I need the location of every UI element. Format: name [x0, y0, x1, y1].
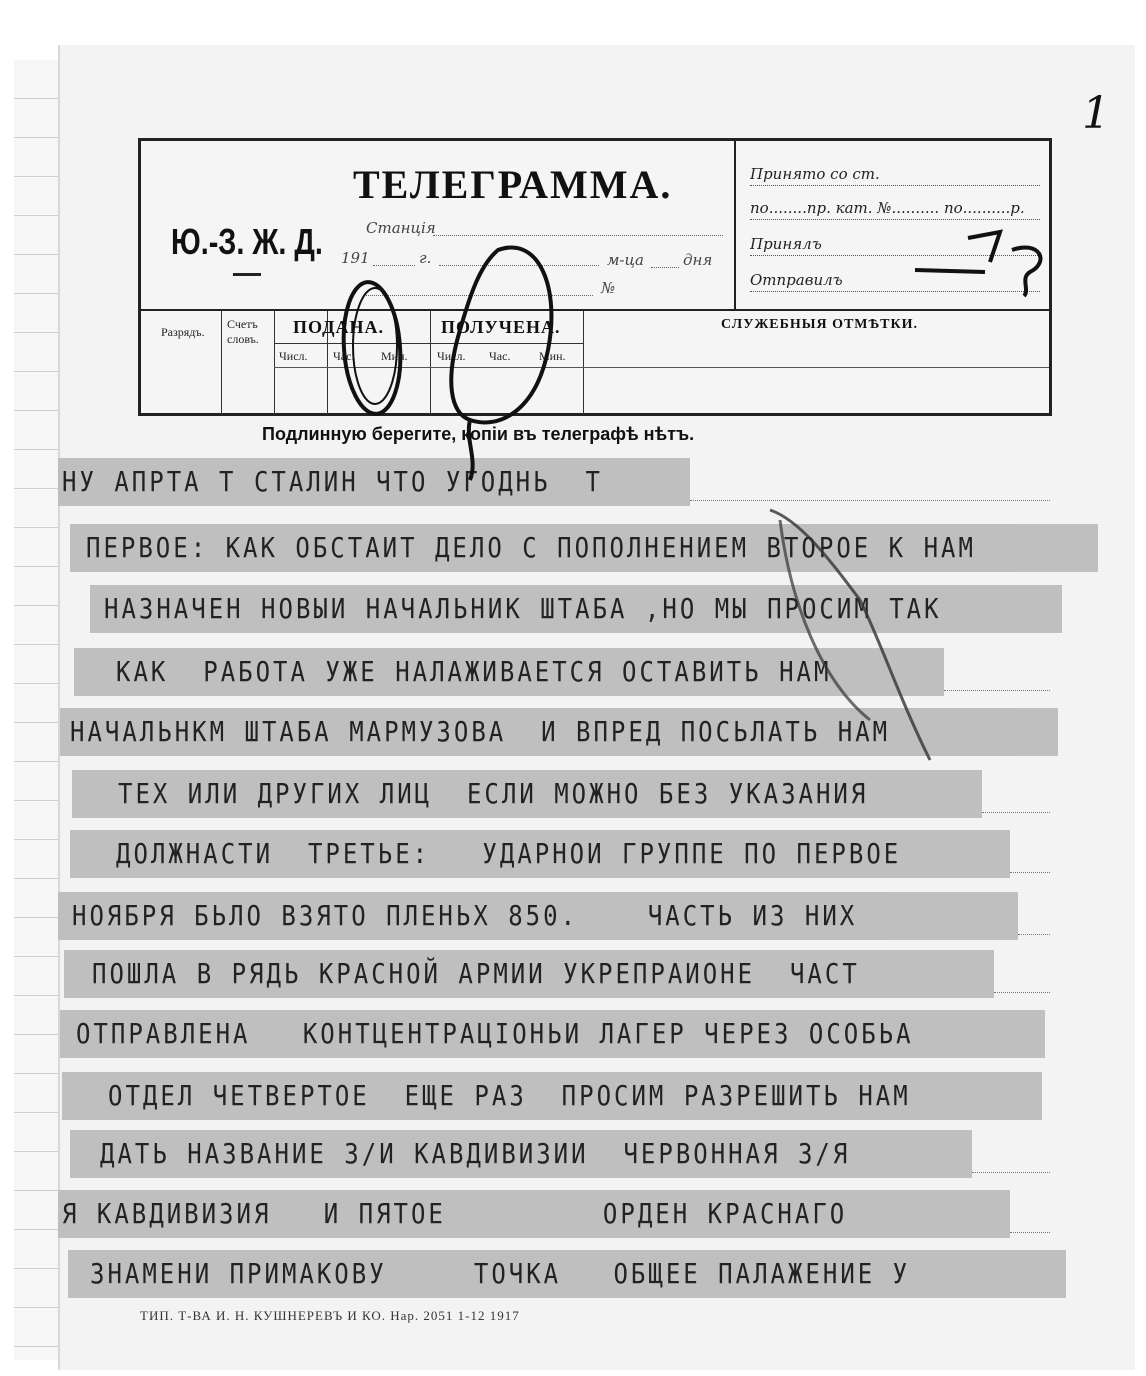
message-line-text: ДОЛЖНАСТИ ТРЕТЬЕ: УДАРНОИ ГРУППЕ ПО ПЕРВОЕ — [116, 837, 902, 871]
station-label: Станція — [366, 219, 436, 237]
received-by-label: Принялъ — [750, 235, 1040, 256]
submitted-header: ПОДАНА. — [293, 317, 384, 337]
message-line-text: ОТПРАВЛЕНА КОНТЦЕНТРАЦІОНЬИ ЛАГЕР ЧЕРЕЗ ОСОБЬА — [76, 1017, 914, 1051]
blank-line — [1018, 932, 1050, 935]
sub-col: Час. — [489, 349, 511, 363]
blank-line — [1010, 870, 1050, 873]
sub-col: Числ. — [437, 349, 466, 363]
station-field — [433, 221, 723, 236]
blank-line — [994, 990, 1050, 993]
message-line — [72, 770, 982, 818]
message-line — [58, 1190, 1010, 1238]
year-field — [373, 251, 415, 266]
blank-line — [944, 688, 1050, 691]
message-line — [90, 585, 1062, 633]
sub-col: Мин. — [381, 349, 408, 363]
accepted-from-label: Принято со ст. — [750, 165, 1040, 186]
blank-line — [972, 1170, 1050, 1173]
message-line-text: НОЯБРЯ БЬЛО ВЗЯТО ПЛЕНЬХ 850. ЧАСТЬ ИЗ НИХ — [72, 899, 858, 933]
blank-line — [690, 498, 1050, 501]
rank-header: Разрядъ. — [161, 325, 205, 339]
year-label: 191 — [341, 249, 370, 267]
service-marks-header: СЛУЖЕБНЫЯ ОТМѢТКИ. — [721, 317, 918, 332]
sent-by-label: Отправилъ — [750, 271, 1040, 292]
year-suffix: г. — [419, 249, 432, 267]
message-line-text: НАЧАЛЬНКМ ШТАБА МАРМУЗОВА И ВПРЕД ПОСЬЛАТЬ НАМ — [70, 715, 891, 749]
message-line — [70, 830, 1010, 878]
message-line — [70, 524, 1098, 572]
printer-footer: ТИП. Т-ВА И. Н. КУШНЕРЕВЪ И КО. Нар. 2051 1-12 1917 — [140, 1308, 520, 1323]
message-line-text: НУ АПРТА Т СТАЛИН ЧТО УГОДНЬ Т — [62, 465, 603, 499]
message-line-text: ПЕРВОЕ: КАК ОБСТАИТ ДЕЛО С ПОПОЛНЕНИЕМ ВТОРОЕ К НАМ — [86, 531, 976, 565]
message-line — [58, 892, 1018, 940]
sub-col: Мин. — [539, 349, 566, 363]
route-label: по........пр. кат. №.......... по..........р. — [750, 199, 1040, 220]
blank-line — [982, 810, 1050, 813]
message-line-text: ДАТЬ НАЗВАНИЕ 3/И КАВДИВИЗИИ ЧЕРВОННАЯ 3/Я — [100, 1137, 851, 1171]
number-label: № — [601, 279, 616, 297]
message-line-text: КАК РАБОТА УЖЕ НАЛАЖИВАЕТСЯ ОСТАВИТЬ НАМ — [116, 655, 832, 689]
reception-panel — [734, 141, 1051, 309]
message-line-text: ТЕХ ИЛИ ДРУГИХ ЛИЦ ЕСЛИ МОЖНО БЕЗ УКАЗАНИЯ — [118, 777, 869, 811]
sub-col: Час. — [333, 349, 355, 363]
word-count-header: Счетъ словъ. — [227, 317, 259, 346]
divider — [233, 273, 261, 276]
day-label: дня — [683, 251, 713, 269]
number-field — [363, 281, 593, 296]
page-number: 1 — [1082, 88, 1110, 139]
message-line-text: ЗНАМЕНИ ПРИМАКОВУ ТОЧКА ОБЩЕЕ ПАЛАЖЕНИЕ У — [90, 1257, 911, 1291]
message-line — [58, 458, 690, 506]
message-line — [74, 648, 944, 696]
message-line-text: НАЗНАЧЕН НОВЫИ НАЧАЛЬНИК ШТАБА ,НО МЫ ПРОСИМ ТАК — [104, 592, 942, 626]
month-label: м-ца — [607, 251, 644, 269]
railway-label: Ю.-З. Ж. Д. — [171, 221, 323, 262]
date-field — [439, 251, 599, 266]
message-line-text: Я КАВДИВИЗИЯ И ПЯТОЕ ОРДЕН КРАСНАГО — [62, 1197, 848, 1231]
message-line — [68, 1250, 1066, 1298]
message-line — [62, 1072, 1042, 1120]
received-header: ПОЛУЧЕНА. — [441, 317, 561, 337]
sub-col: Числ. — [279, 349, 308, 363]
message-line — [60, 1010, 1045, 1058]
message-line-text: ПОШЛА В РЯДЬ КРАСНОЙ АРМИИ УКРЕПРАИОНЕ ЧАСТ — [92, 957, 860, 991]
message-line-text: ОТДЕЛ ЧЕТВЕРТОЕ ЕЩЕ РАЗ ПРОСИМ РАЗРЕШИТЬ НАМ — [108, 1079, 911, 1113]
telegram-form-header — [138, 138, 1052, 416]
message-line — [60, 708, 1058, 756]
day-field — [651, 253, 679, 268]
message-line — [64, 950, 994, 998]
binding-strip — [14, 60, 64, 1360]
routing-table — [141, 309, 1049, 415]
message-line — [70, 1130, 972, 1178]
blank-line — [1010, 1230, 1050, 1233]
form-title: ТЕЛЕГРАММА. — [353, 162, 673, 207]
instruction-note: Подлинную берегите, копіи въ телеграфѣ нѣтъ. — [262, 424, 695, 444]
